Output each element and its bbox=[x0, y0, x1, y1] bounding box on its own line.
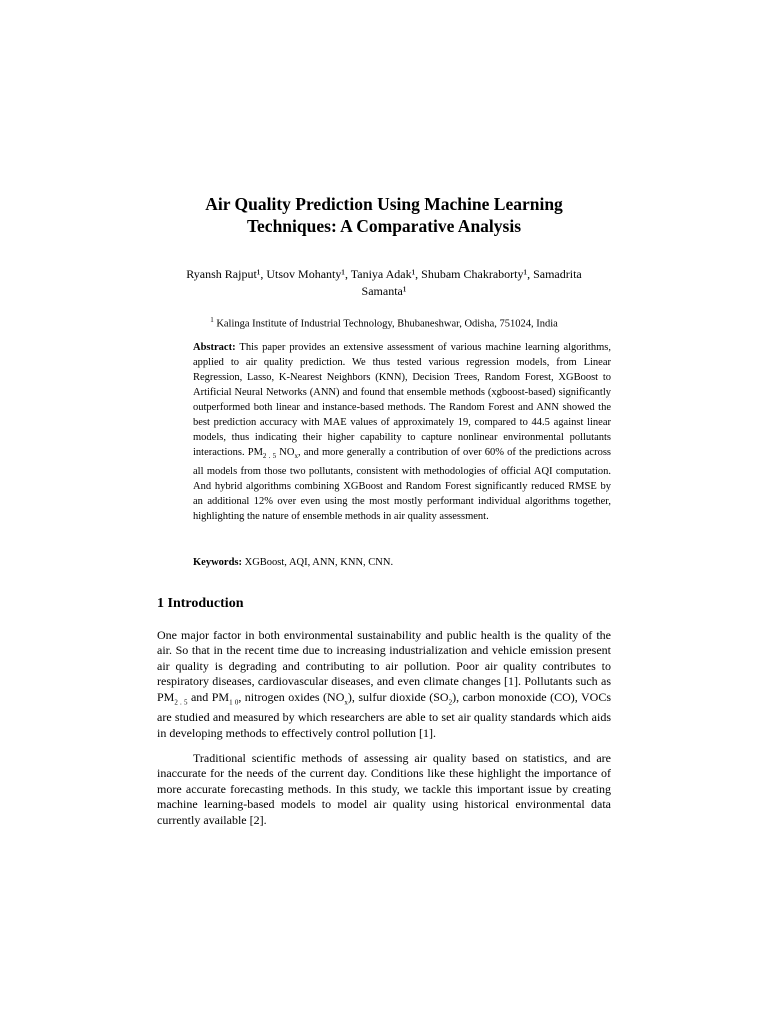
paper-title-line-1: Air Quality Prediction Using Machine Learning bbox=[205, 194, 563, 214]
abstract-label: Abstract: bbox=[193, 342, 236, 353]
intro-and-text: and PM bbox=[187, 689, 230, 704]
affiliation bbox=[150, 313, 618, 332]
abstract bbox=[193, 340, 611, 524]
author-list: Ryansh Rajput¹, Utsov Mohanty¹, Taniya Adak¹, Shubam Chakraborty¹, Samadrita Samanta¹ bbox=[186, 267, 582, 298]
affiliation-text: Kalinga Institute of Industrial Technology, Bhubaneshwar, Odisha, 751024, India bbox=[216, 318, 558, 330]
intro-text-b: , nitrogen oxides (NO bbox=[238, 689, 345, 704]
keywords-label: Keywords: bbox=[193, 557, 242, 568]
abstract-no-subscript: x bbox=[294, 452, 298, 461]
abstract-text-part-2: , and more generally a contribution of over 60% of the predictions across all models from those two pollutants, consistent with methodologies of official AQI computation. And hybrid algorithms combining XGBoost and Random Forest significantly reduced RMSE by an additional 12% over even using the most mostly performant individual algorithms together, highlighting the nature of ensemble methods in air quality assessment. bbox=[193, 447, 611, 523]
keywords bbox=[193, 555, 611, 570]
intro-text-d: ), carbon monoxide (CO), VOCs are studied and measured by which researchers are able to set air quality standards which aids in developing methods to effectively control pollution [1]. bbox=[157, 689, 612, 740]
intro-text-a: One major factor in both environmental sustainability and public health is the quality of the air. So that in the recent time due to increasing industrialization and vehicle emission present air quality is degrading and contributing to air pollution. Poor air quality contributes to respiratory diseases, cardiovascular diseases, and even climate changes [1]. Pollutants such as PM bbox=[157, 628, 611, 704]
intro-text-c: ), sulfur dioxide (SO bbox=[347, 689, 449, 704]
abstract-no-text: NO bbox=[279, 447, 295, 458]
paper-title-line-2: Techniques: A Comparative Analysis bbox=[246, 216, 522, 236]
abstract-text-part-1: This paper provides an extensive assessment of various machine learning algorithms, applied to air quality prediction. We thus tested various regression models, from Linear Regression, Lasso, K-Nearest Neighbors (KNN), Decision Trees, Random Forest, XGBoost to Artificial Neural Networks (ANN) and found that ensemble methods (xgboost-based) significantly outperformed both linear and instance-based methods. The Random Forest and ANN showed the best prediction accuracy with MAE values of approximately 19, compared to 44.5 against linear models, thus indicating their higher capability to capture nonlinear environmental pollutants interactions. PM bbox=[193, 342, 612, 458]
section-heading-introduction: 1 Introduction bbox=[157, 596, 244, 611]
intro-pm25-subscript: 2 . 5 bbox=[174, 698, 188, 707]
intro-nox-subscript: x bbox=[344, 698, 348, 707]
paper-title bbox=[150, 193, 618, 237]
abstract-pm-subscript: 2 . 5 bbox=[262, 452, 277, 461]
keywords-text: XGBoost, AQI, ANN, KNN, CNN. bbox=[244, 557, 394, 568]
intro-pm10-subscript: 1 0 bbox=[229, 698, 239, 707]
intro-so2-subscript: 2 bbox=[448, 698, 453, 707]
intro-paragraph-2: Traditional scientific methods of assessing air quality based on statistics, and are inaccurate for the needs of the current day. Conditions like these highlight the importance of more accurate forecasting methods. In this study, we tackle this important issue by creating machine learning-based models to model air quality using historical environmental data currently available [2]. bbox=[157, 751, 611, 827]
intro-paragraph-1 bbox=[157, 628, 611, 741]
affiliation-mark: 1 bbox=[210, 316, 214, 324]
